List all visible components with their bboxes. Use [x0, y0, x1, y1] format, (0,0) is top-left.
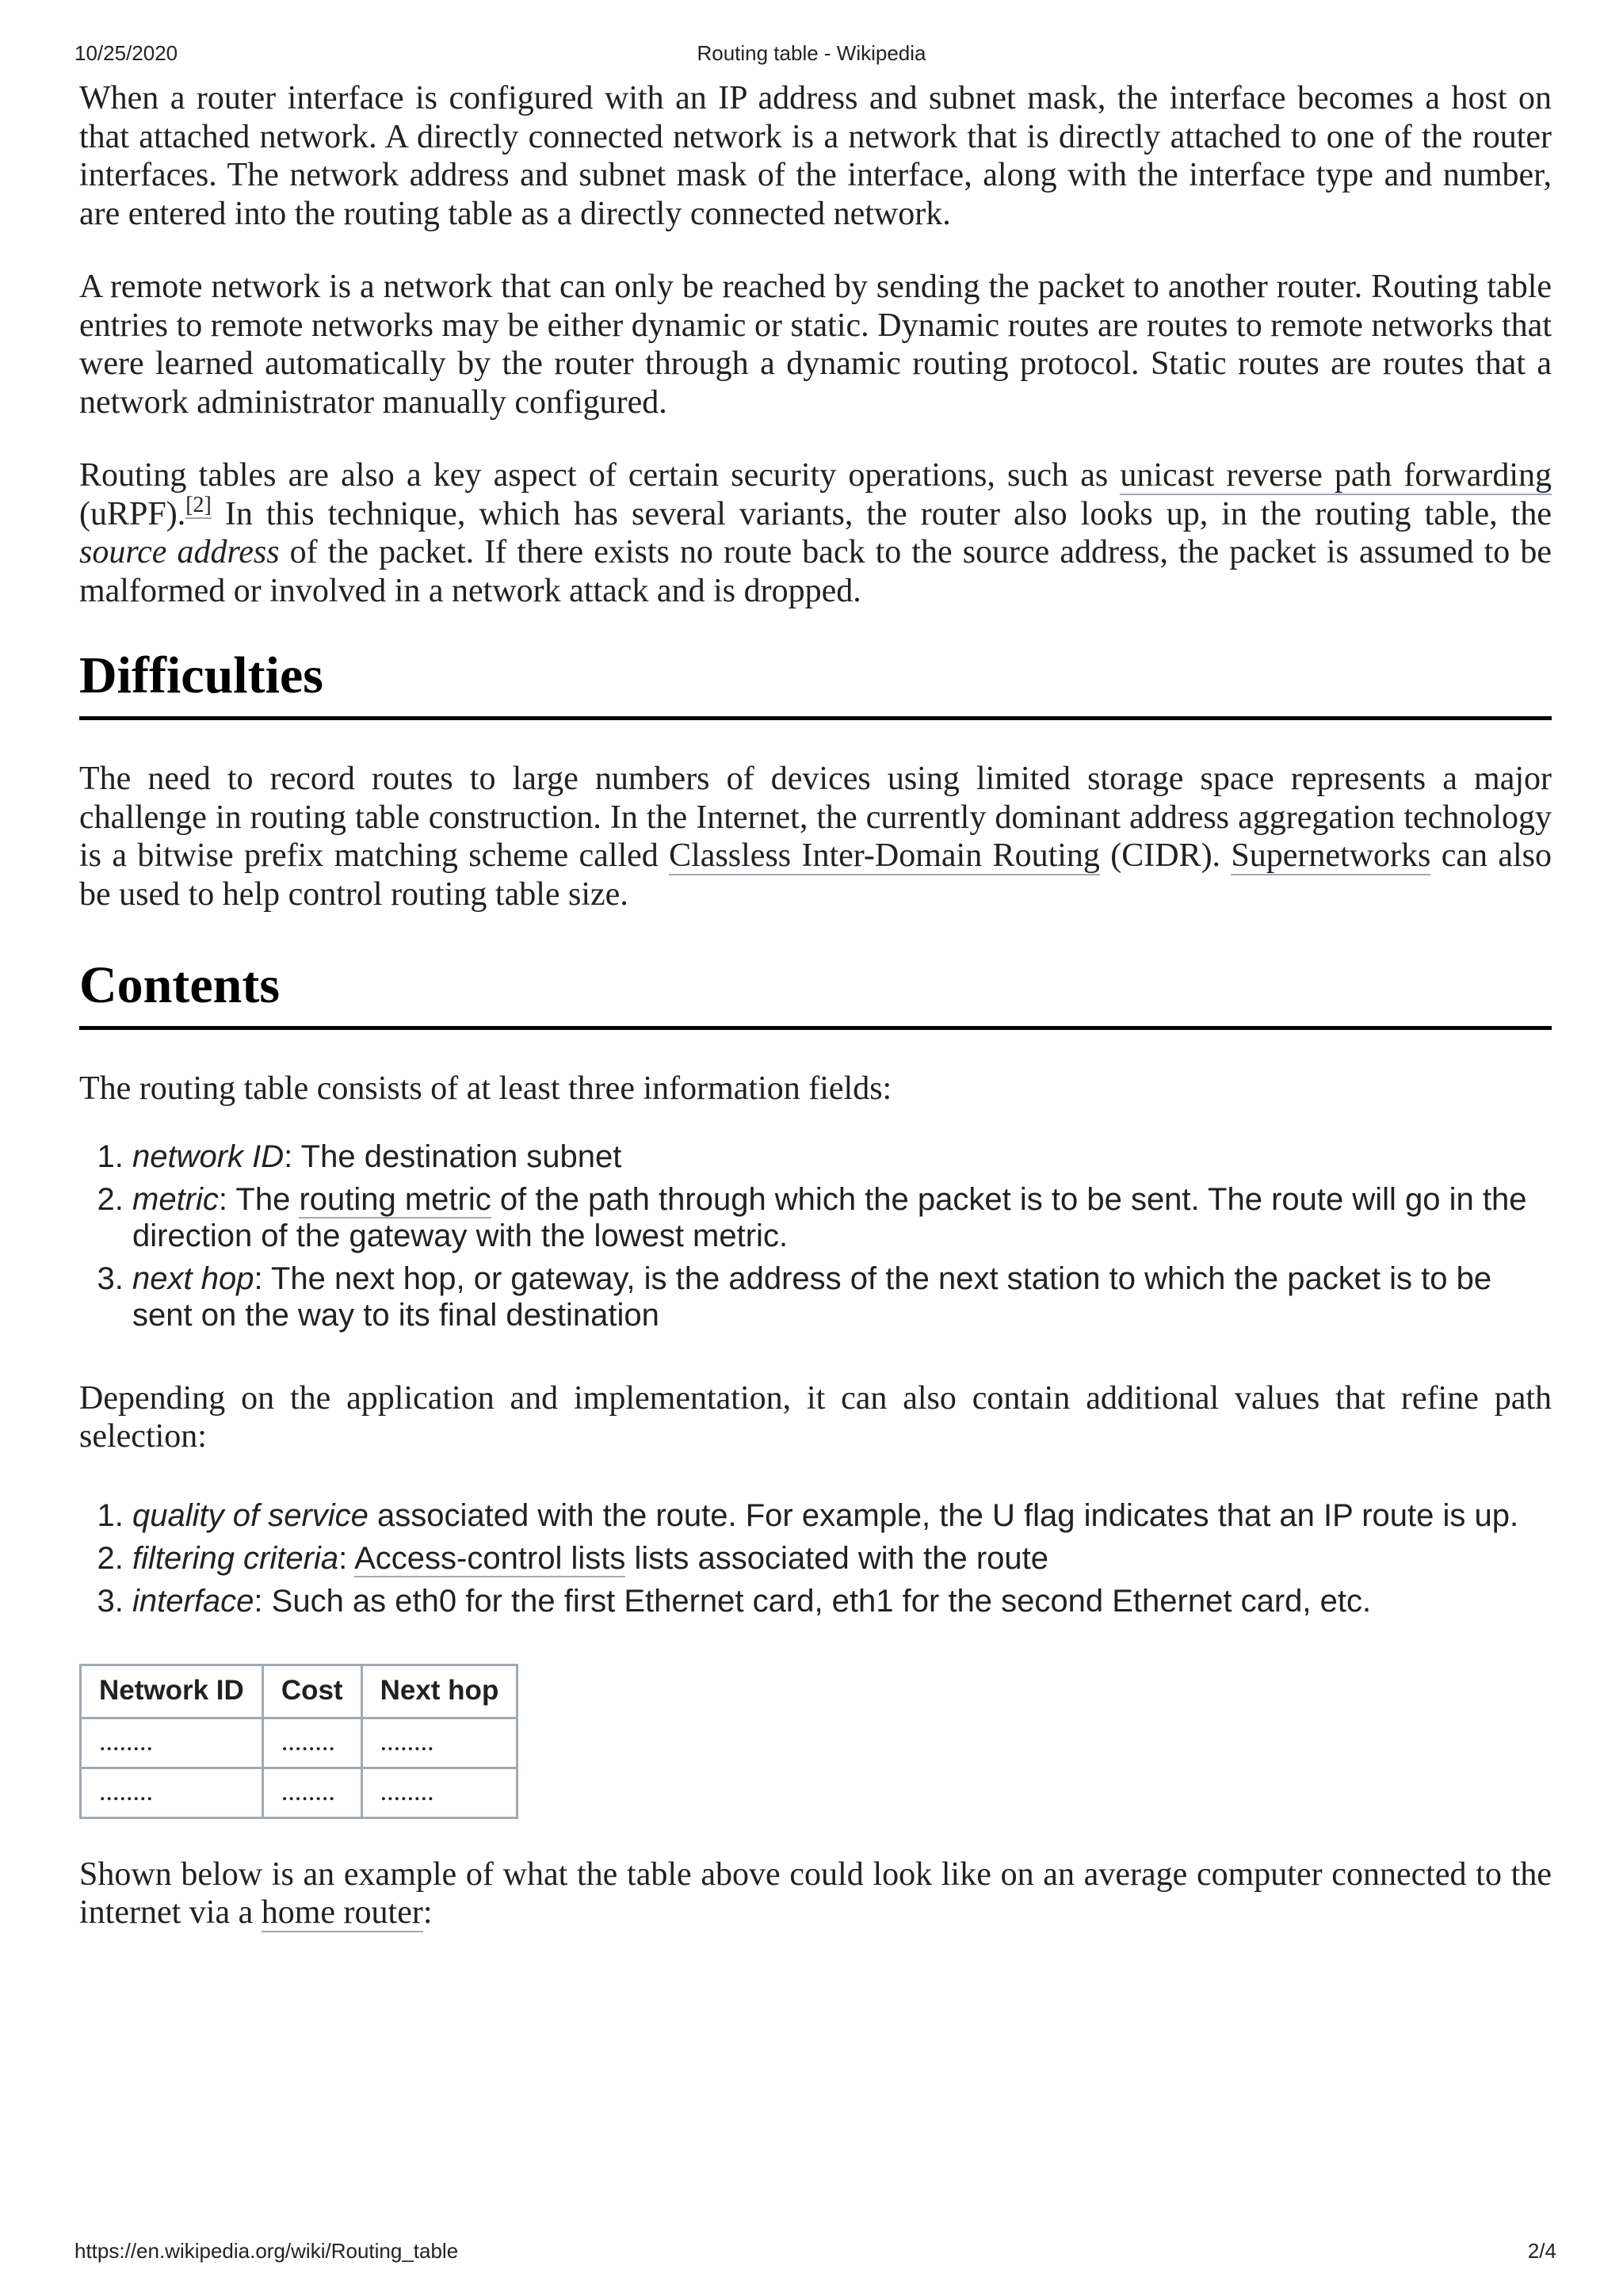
paragraph-remote-network: A remote network is a network that can only be reached by sending the packet to another router. Routing table entries to remote networks may be either dynamic or static. Dynamic routes are routes to remote networks that were learned automatically by the router through a dynamic routing protocol. Static routes are routes that a network administrator manually configured.	[79, 269, 1552, 421]
term-next-hop: next hop	[132, 1261, 254, 1296]
item-text: lists associated with the route	[625, 1540, 1049, 1576]
column-header-network-id: Network ID	[81, 1665, 263, 1718]
table-row	[81, 1718, 517, 1768]
text-run: (uRPF).	[79, 495, 186, 532]
routing-table-example	[79, 1664, 518, 1819]
term-filtering-criteria: filtering criteria	[132, 1540, 339, 1576]
text-run: of the packet. If there exists no route back to the source address, the packet is assumed to be malformed or involved in a network attack and is dropped.	[79, 534, 1552, 609]
paragraph-fields-intro: The routing table consists of at least three information fields:	[79, 1070, 892, 1107]
link-unicast-reverse-path-forwarding[interactable]: unicast reverse path forwarding	[1120, 457, 1552, 494]
paragraph-extra-values: Depending on the application and implementation, it can also contain additional values that refine path selection:	[79, 1379, 1552, 1455]
table-row	[81, 1768, 517, 1817]
list-item	[132, 1181, 1552, 1254]
print-page-title: Routing table - Wikipedia	[697, 41, 926, 65]
print-page-number: 2/4	[1527, 2239, 1556, 2263]
text-run: :	[422, 1894, 433, 1931]
list-item	[132, 1583, 1552, 1619]
citation-ref-2[interactable]: [2]	[185, 492, 212, 517]
print-url: https://en.wikipedia.org/wiki/Routing_table	[74, 2239, 459, 2263]
table-cell: ........	[81, 1718, 263, 1768]
term-network-id: network ID	[132, 1138, 285, 1174]
column-header-cost: Cost	[262, 1665, 361, 1718]
term-quality-of-service: quality of service	[132, 1497, 369, 1533]
heading-contents: Contents	[79, 955, 1552, 1030]
list-additional-values	[79, 1497, 1552, 1619]
link-home-router[interactable]: home router	[261, 1894, 423, 1931]
link-cidr[interactable]: Classless Inter-Domain Routing	[669, 837, 1100, 874]
table-cell: ........	[262, 1768, 361, 1817]
link-routing-metric[interactable]: routing metric	[299, 1181, 491, 1217]
term-metric: metric	[132, 1181, 219, 1217]
emphasis-source-address: source address	[79, 534, 280, 570]
article-content	[79, 79, 1552, 1967]
link-supernetworks[interactable]: Supernetworks	[1231, 837, 1431, 874]
heading-difficulties: Difficulties	[79, 645, 1552, 720]
text-run: can also be used to help control routing table size.	[79, 837, 1552, 913]
item-text: associated with the route. For example, the U flag indicates that an IP route is up.	[368, 1497, 1519, 1533]
item-text: : Such as eth0 for the first Ethernet card, eth1 for the second Ethernet card, etc.	[254, 1583, 1372, 1619]
table-cell: ........	[262, 1718, 361, 1768]
text-run: Routing tables are also a key aspect of certain security operations, such as	[79, 457, 1121, 494]
paragraph-example-intro	[79, 1855, 1552, 1932]
table-header-row	[81, 1665, 517, 1718]
list-required-fields	[79, 1138, 1552, 1333]
item-text: of the path through which the packet is to be sent. The route will go in the direction of the gateway with the lowest metric.	[132, 1181, 1527, 1253]
table-cell: ........	[361, 1718, 517, 1768]
table-cell: ........	[81, 1768, 263, 1817]
list-item	[132, 1261, 1552, 1333]
column-header-next-hop: Next hop	[361, 1665, 517, 1718]
text-run: (CIDR).	[1099, 837, 1232, 874]
paragraph-difficulties	[79, 760, 1552, 913]
list-item	[132, 1138, 1552, 1175]
paragraph-directly-connected: When a router interface is configured with an IP address and subnet mask, the interface becomes a host on that attached network. A directly connected network is a network that is directly attached to one of the router interfaces. The network address and subnet mask of the interface, along with the interface type and number, are entered into the routing table as a directly connected network.	[79, 80, 1552, 232]
term-interface: interface	[132, 1583, 254, 1619]
list-item	[132, 1497, 1552, 1534]
item-text: :	[338, 1540, 355, 1576]
text-run: In this technique, which has several variants, the router also looks up, in the routing table, the	[211, 495, 1552, 532]
list-item	[132, 1540, 1552, 1577]
text-run: The need to record routes to large numbers of devices using limited storage space represents a major challenge in routing table construction. In the Internet, the currently dominant address aggregation technology is a bitwise prefix matching scheme called	[79, 761, 1552, 874]
link-access-control-lists[interactable]: Access-control lists	[354, 1540, 626, 1576]
item-text: : The	[218, 1181, 300, 1217]
item-text: : The destination subnet	[284, 1138, 622, 1174]
paragraph-security	[79, 456, 1552, 610]
table-cell: ........	[361, 1768, 517, 1817]
text-run: Shown below is an example of what the table above could look like on an average computer connected to the internet via a	[79, 1855, 1552, 1931]
item-text: : The next hop, or gateway, is the address of the next station to which the packet is to be sent on the way to its final destination	[132, 1261, 1492, 1333]
print-date: 10/25/2020	[74, 41, 178, 65]
